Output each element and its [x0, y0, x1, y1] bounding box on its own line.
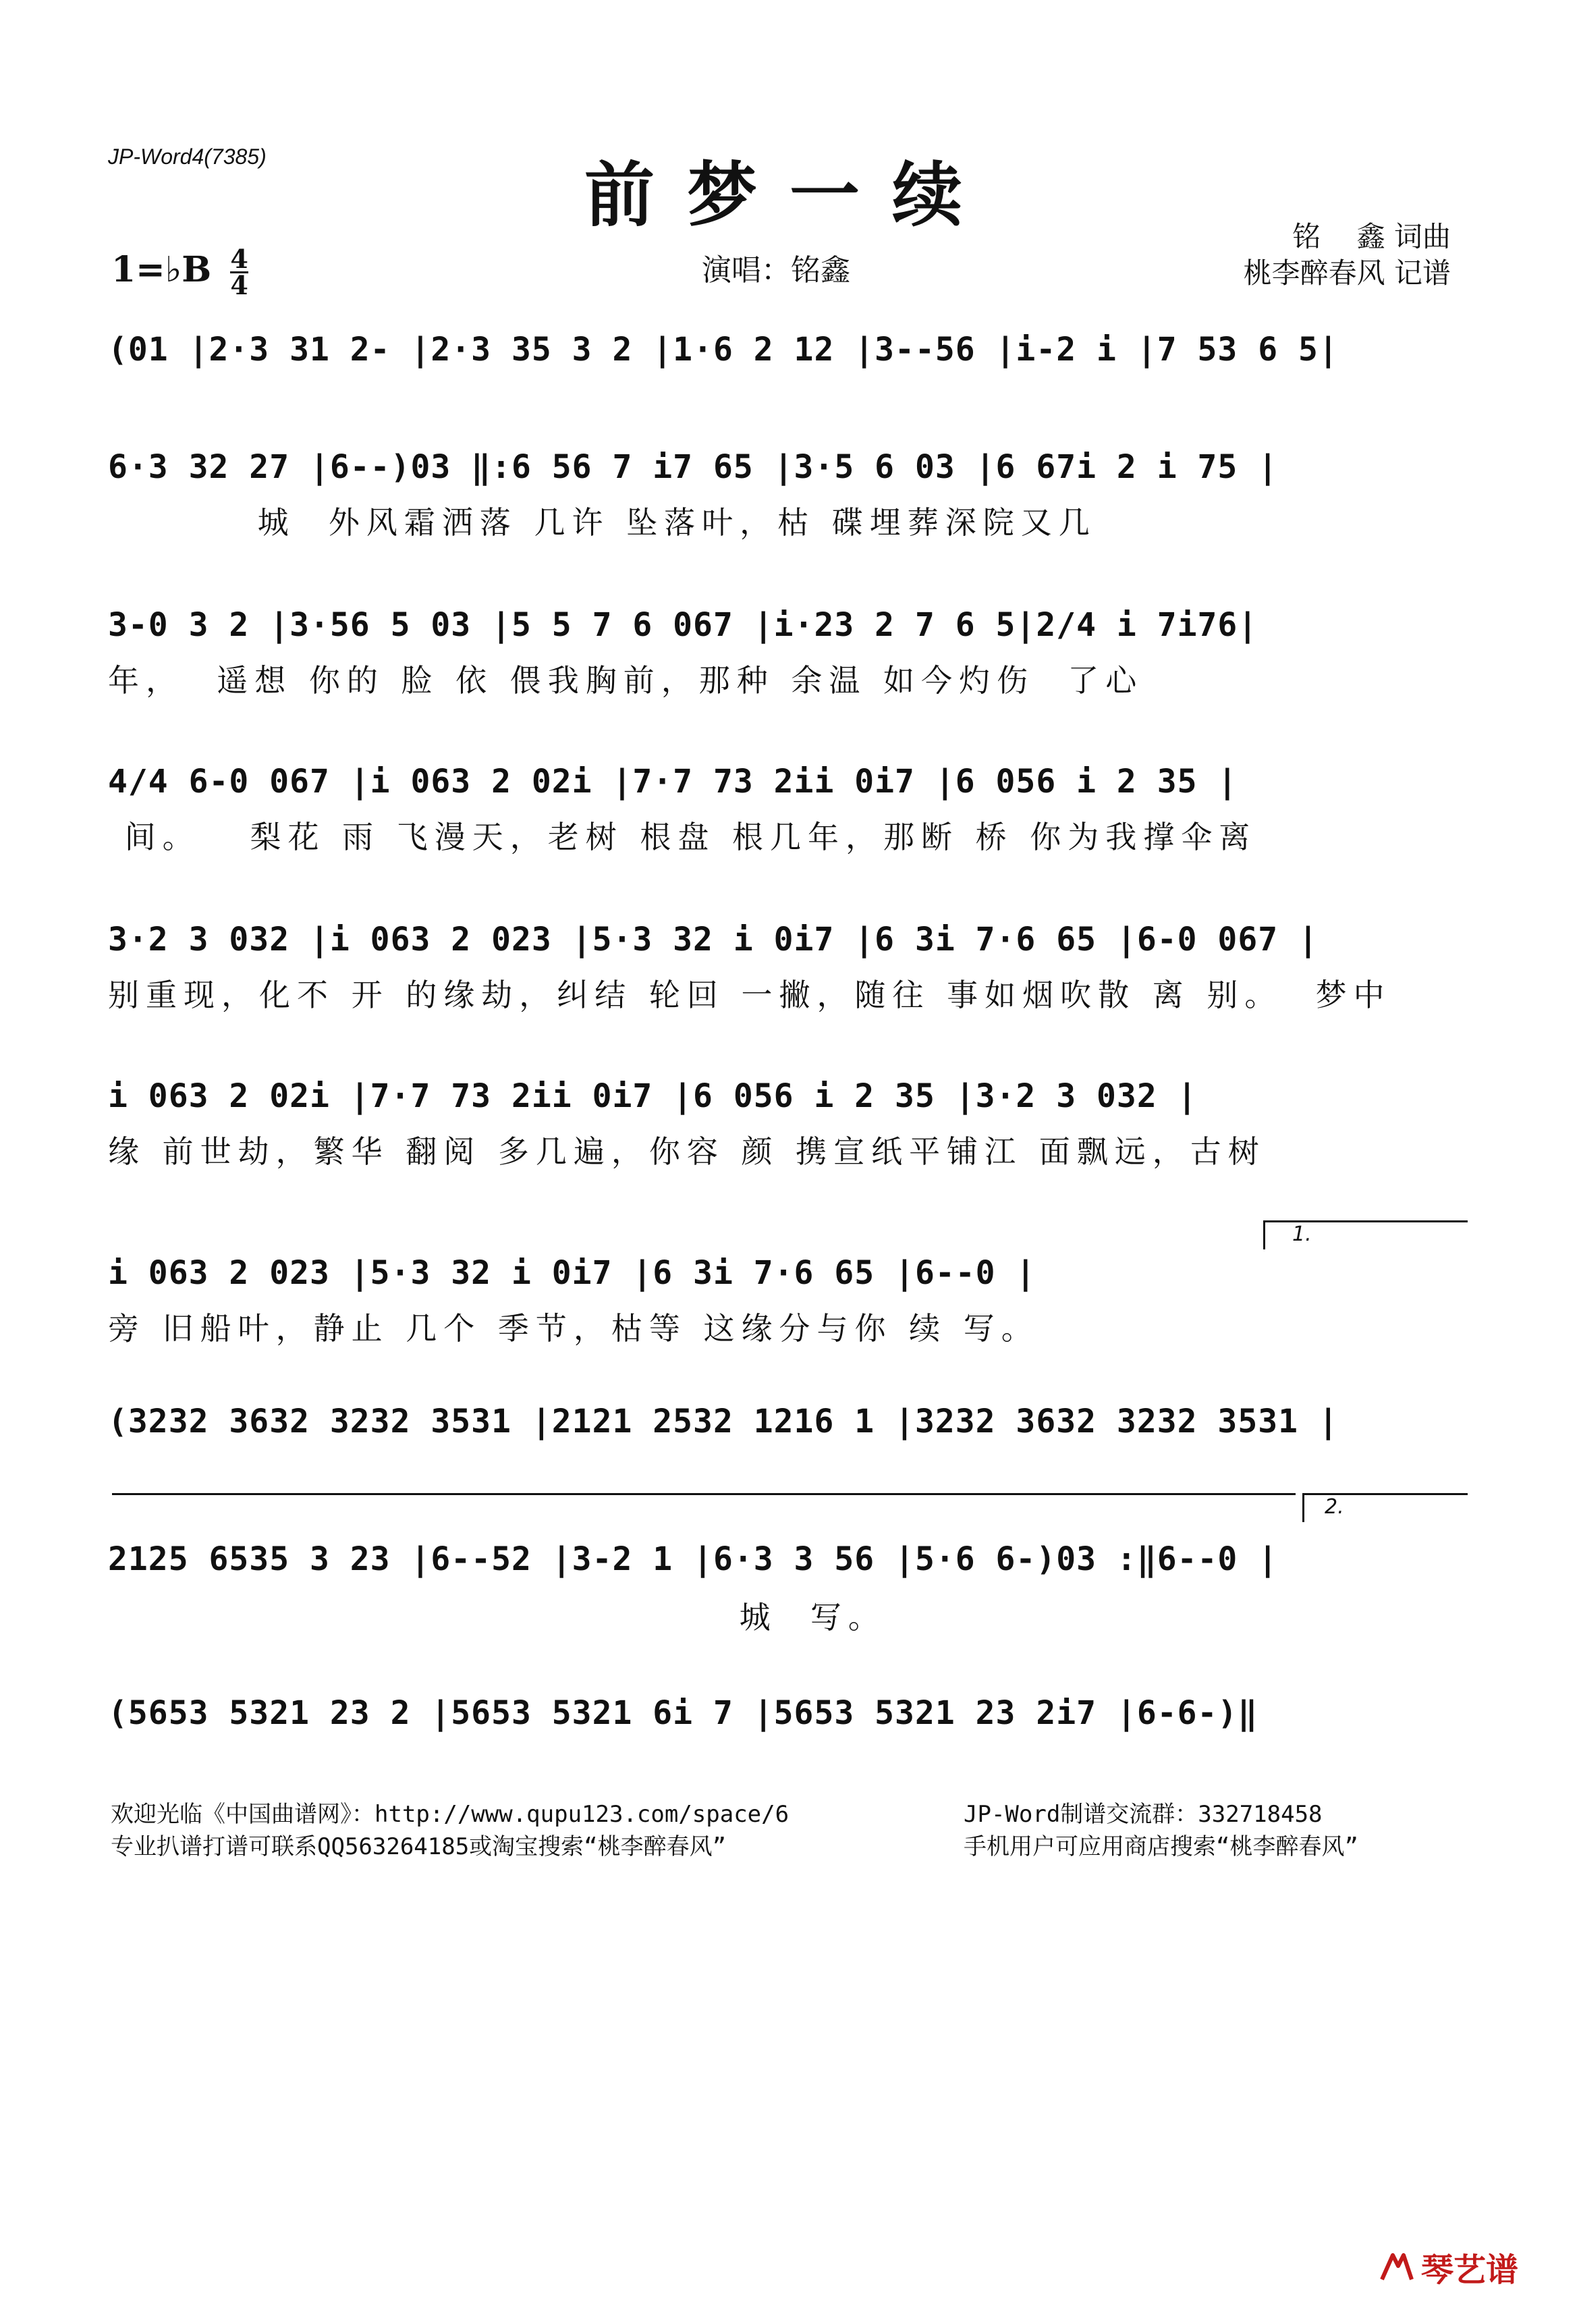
system-2-lyrics: 城 外风霜洒落 几许 坠落叶，枯 碟埋葬深院又几: [108, 504, 1097, 541]
singer: 演唱：铭鑫: [702, 253, 850, 288]
system-9-notes: 2125 6535 3 23 |6--52 |3-2 1 |6·3 3 56 |5·6 6-)03 :‖6--0 |: [108, 1540, 1279, 1578]
repeat-line: [112, 1493, 1296, 1495]
system-7-notes: i 063 2 023 |5·3 32 i 0i7 |6 3i 7·6 65 |6--0 |: [108, 1254, 1036, 1292]
footer-app: 手机用户可应用商店搜索“桃李醉春风”: [964, 1833, 1358, 1860]
system-1-notes: (01 |2·3 31 2- |2·3 35 3 2 |1·6 2 12 |3--56 |i-2 i |7 53 6 5|: [108, 331, 1339, 369]
qinyipu-logo-icon: [1378, 2248, 1416, 2286]
time-bottom: 4: [230, 270, 248, 300]
time-top: 4: [230, 244, 248, 274]
system-6-notes: i 063 2 02i |7·7 73 2ii 0i7 |6 056 i 2 35 |3·2 3 032 |: [108, 1077, 1198, 1115]
key-signature: [111, 244, 248, 300]
first-ending-bracket: [1263, 1220, 1468, 1249]
system-2-notes: 6·3 32 27 |6--)03 ‖:6 56 7 i7 65 |3·5 6 03 |6 67i 2 i 75 |: [108, 448, 1279, 486]
software-version: JP-Word4(7385): [108, 144, 267, 169]
first-ending-label: 1.: [1292, 1222, 1312, 1246]
system-5-notes: 3·2 3 032 |i 063 2 023 |5·3 32 i 0i7 |6 3i 7·6 65 |6-0 067 |: [108, 921, 1319, 958]
credit-lyrics-music: 铭 鑫 词曲: [1292, 220, 1451, 253]
credit-transcriber: 桃李醉春风 记谱: [1243, 256, 1451, 290]
system-7-lyrics: 旁 旧船叶，静止 几个 季节，枯等 这缘分与你 续 写。: [108, 1310, 1039, 1347]
system-4-notes: 4/4 6-0 067 |i 063 2 02i |7·7 73 2ii 0i7 |6 056 i 2 35 |: [108, 763, 1238, 801]
song-title: 前梦一续: [584, 153, 995, 236]
system-5-lyrics: 别重现，化不 开 的缘劫，纠结 轮回 一撇，随往 事如烟吹散 离 别。 梦中: [108, 977, 1391, 1013]
system-4-lyrics: 间。 梨花 雨 飞漫天，老树 根盘 根几年，那断 桥 你为我撑伞离: [108, 819, 1257, 855]
second-ending-bracket: [1302, 1493, 1468, 1522]
system-9-lyrics: 城 写。: [108, 1599, 886, 1636]
system-6-lyrics: 缘 前世劫，繁华 翻阅 多几遍，你容 颜 携宣纸平铺江 面飘远，古树: [108, 1133, 1266, 1170]
system-3-lyrics: 年， 遥想 你的 脸 依 偎我胸前，那种 余温 如今灼伤 了心: [108, 662, 1144, 699]
footer-group: JP-Word制谱交流群：332718458: [964, 1801, 1323, 1828]
footer-website: 欢迎光临《中国曲谱网》：http://www.qupu123.com/space/6: [111, 1801, 790, 1828]
system-8-notes: (3232 3632 3232 3531 |2121 2532 1216 1 |3232 3632 3232 3531 |: [108, 1403, 1339, 1440]
watermark-text: 琴艺谱: [1420, 2251, 1518, 2289]
time-signature: [230, 244, 248, 300]
system-3-notes: 3-0 3 2 |3·56 5 03 |5 5 7 6 067 |i·23 2 7 6 5|2/4 i 7i76|: [108, 606, 1258, 644]
footer-contact: 专业扒谱打谱可联系QQ563264185或淘宝搜索“桃李醉春风”: [111, 1833, 727, 1860]
key-label: 1=♭B: [111, 249, 212, 290]
watermark-logo: [1378, 2244, 1518, 2290]
second-ending-label: 2.: [1325, 1495, 1344, 1519]
system-10-notes: (5653 5321 23 2 |5653 5321 6i 7 |5653 5321 23 2i7 |6-6-)‖: [108, 1694, 1258, 1732]
